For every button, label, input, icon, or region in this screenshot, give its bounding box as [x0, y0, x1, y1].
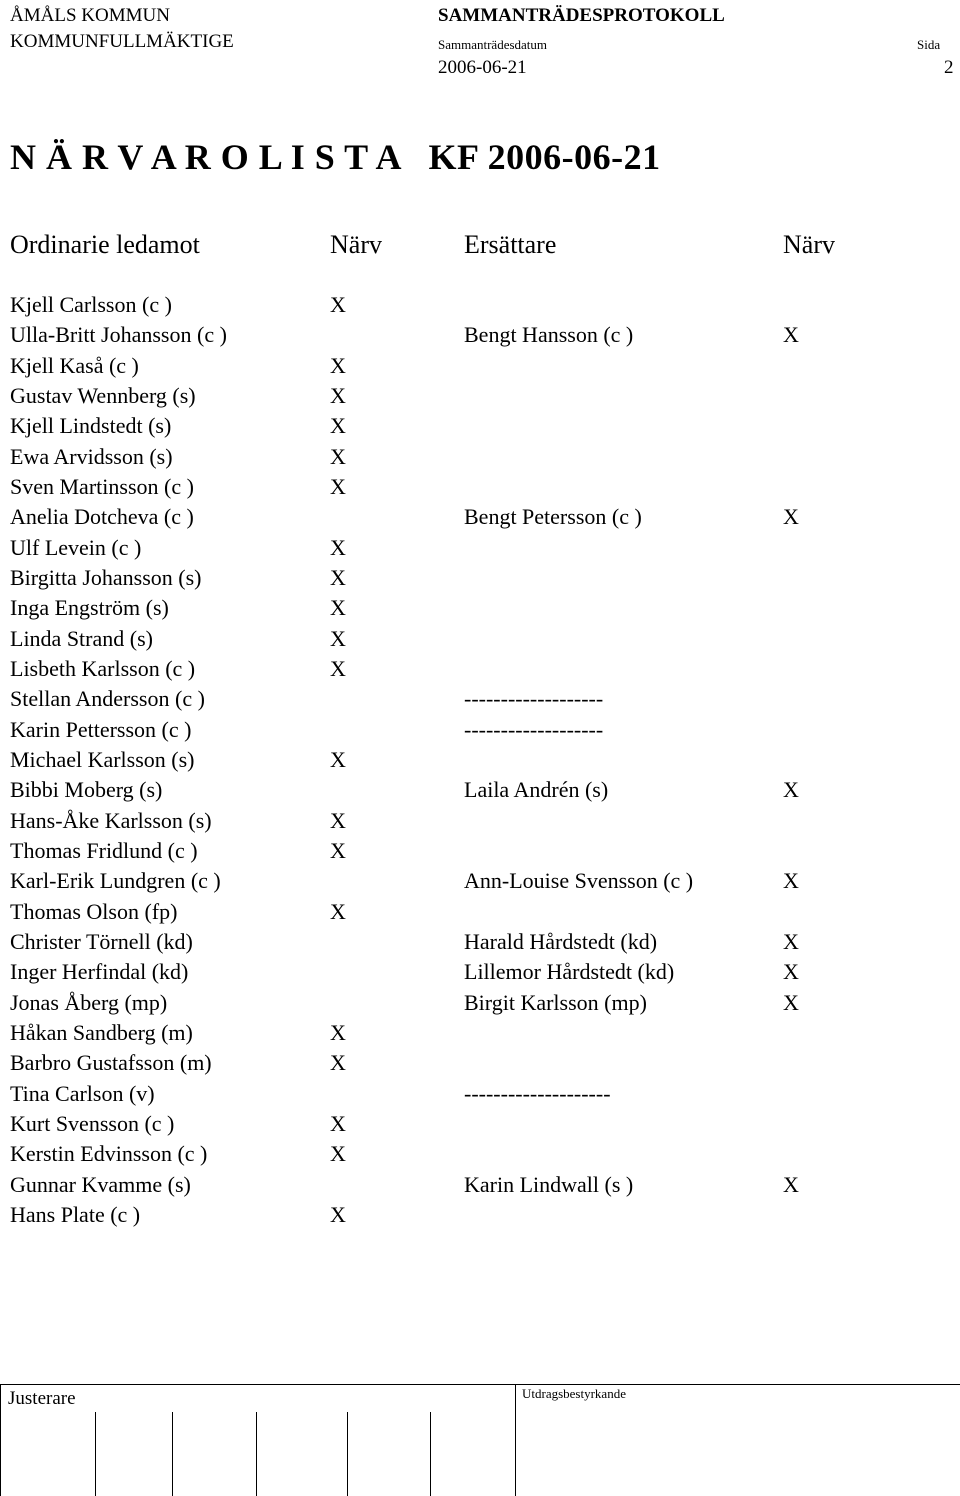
member-name: Kjell Lindstedt (s)	[10, 413, 172, 438]
member-name: Thomas Fridlund (c )	[10, 838, 198, 863]
table-row	[0, 1170, 960, 1200]
table-row	[0, 988, 960, 1018]
member-present-mark: X	[330, 383, 346, 408]
member-name: Michael Karlsson (s)	[10, 747, 195, 772]
table-row	[0, 806, 960, 836]
member-present-mark: X	[330, 1111, 346, 1136]
member-present-mark: X	[330, 565, 346, 590]
table-row	[0, 1079, 960, 1109]
table-row	[0, 442, 960, 472]
table-row	[0, 1109, 960, 1139]
substitute-name: -------------------	[464, 686, 604, 711]
committee-name: KOMMUNFULLMÄKTIGE	[10, 31, 234, 52]
substitute-present-mark: X	[783, 868, 799, 893]
table-row	[0, 866, 960, 896]
member-name: Kjell Carlsson (c )	[10, 292, 172, 317]
footer-top-rule	[0, 1384, 960, 1385]
table-row	[0, 624, 960, 654]
substitute-name: Birgit Karlsson (mp)	[464, 990, 647, 1015]
member-present-mark: X	[330, 838, 346, 863]
table-row	[0, 320, 960, 350]
member-present-mark: X	[330, 808, 346, 833]
substitute-present-mark: X	[783, 959, 799, 984]
table-row	[0, 411, 960, 441]
table-row	[0, 836, 960, 866]
member-present-mark: X	[330, 292, 346, 317]
substitute-present-mark: X	[783, 929, 799, 954]
member-name: Hans Plate (c )	[10, 1202, 141, 1227]
substitute-name: -------------------	[464, 717, 604, 742]
member-name: Anelia Dotcheva (c )	[10, 504, 194, 529]
member-name: Birgitta Johansson (s)	[10, 565, 202, 590]
column-header-member: Ordinarie ledamot	[10, 230, 200, 259]
member-present-mark: X	[330, 1141, 346, 1166]
substitute-name: Lillemor Hårdstedt (kd)	[464, 959, 675, 984]
member-name: Lisbeth Karlsson (c )	[10, 656, 196, 681]
table-row	[0, 563, 960, 593]
member-name: Håkan Sandberg (m)	[10, 1020, 193, 1045]
member-name: Jonas Åberg (mp)	[10, 990, 168, 1015]
member-present-mark: X	[330, 1202, 346, 1227]
table-row	[0, 1018, 960, 1048]
substitute-name: Ann-Louise Svensson (c )	[464, 868, 694, 893]
footer-divider	[95, 1412, 96, 1496]
table-row	[0, 715, 960, 745]
footer-adjusters-label: Justerare	[8, 1388, 76, 1409]
member-name: Linda Strand (s)	[10, 626, 153, 651]
table-row	[0, 533, 960, 563]
footer	[0, 1384, 960, 1496]
member-present-mark: X	[330, 595, 346, 620]
member-name: Ulf Levein (c )	[10, 535, 142, 560]
substitute-present-mark: X	[783, 990, 799, 1015]
member-name: Karin Pettersson (c )	[10, 717, 192, 742]
member-present-mark: X	[330, 535, 346, 560]
municipality-name: ÅMÅLS KOMMUN	[10, 5, 170, 26]
member-name: Bibbi Moberg (s)	[10, 777, 163, 802]
footer-divider	[256, 1412, 257, 1496]
member-present-mark: X	[330, 353, 346, 378]
page-title: N Ä R V A R O L I S T A KF 2006-06-21	[10, 137, 661, 177]
table-row	[0, 775, 960, 805]
member-name: Karl-Erik Lundgren (c )	[10, 868, 221, 893]
footer-divider	[172, 1412, 173, 1496]
meeting-date: 2006-06-21	[438, 57, 527, 78]
substitute-name: Bengt Petersson (c )	[464, 504, 642, 529]
page-number: 2	[944, 57, 954, 78]
substitute-present-mark: X	[783, 1172, 799, 1197]
member-name: Stellan Andersson (c )	[10, 686, 205, 711]
table-row	[0, 1200, 960, 1230]
member-name: Tina Carlson (v)	[10, 1081, 155, 1106]
member-name: Kjell Kaså (c )	[10, 353, 139, 378]
member-name: Ewa Arvidsson (s)	[10, 444, 173, 469]
table-row	[0, 1048, 960, 1078]
member-present-mark: X	[330, 1020, 346, 1045]
page-label: Sida	[917, 37, 941, 52]
footer-divider	[430, 1412, 431, 1496]
table-row	[0, 290, 960, 320]
column-header-present: Närv	[330, 230, 382, 259]
table-row	[0, 745, 960, 775]
table-row	[0, 897, 960, 927]
member-name: Gunnar Kvamme (s)	[10, 1172, 191, 1197]
member-name: Barbro Gustafsson (m)	[10, 1050, 212, 1075]
member-name: Inga Engström (s)	[10, 595, 169, 620]
table-row	[0, 593, 960, 623]
substitute-name: Karin Lindwall (s )	[464, 1172, 634, 1197]
substitute-name: Harald Hårdstedt (kd)	[464, 929, 658, 954]
substitute-present-mark: X	[783, 322, 799, 347]
column-header-substitute: Ersättare	[464, 230, 557, 259]
member-present-mark: X	[330, 899, 346, 924]
member-name: Sven Martinsson (c )	[10, 474, 194, 499]
member-present-mark: X	[330, 413, 346, 438]
table-row	[0, 654, 960, 684]
substitute-name: Laila Andrén (s)	[464, 777, 609, 802]
table-row	[0, 684, 960, 714]
member-name: Kurt Svensson (c )	[10, 1111, 175, 1136]
footer-certified-label: Utdragsbestyrkande	[522, 1386, 626, 1401]
table-row	[0, 381, 960, 411]
document-type: SAMMANTRÄDESPROTOKOLL	[438, 5, 725, 26]
table-row	[0, 957, 960, 987]
column-header-present-substitute: Närv	[783, 230, 835, 259]
member-name: Ulla-Britt Johansson (c )	[10, 322, 227, 347]
footer-divider	[347, 1412, 348, 1496]
table-row	[0, 1139, 960, 1169]
substitute-name: --------------------	[464, 1081, 611, 1106]
member-name: Inger Herfindal (kd)	[10, 959, 189, 984]
table-row	[0, 351, 960, 381]
footer-divider	[515, 1384, 516, 1496]
footer-divider	[0, 1384, 1, 1496]
substitute-present-mark: X	[783, 777, 799, 802]
member-present-mark: X	[330, 444, 346, 469]
table-row	[0, 502, 960, 532]
member-present-mark: X	[330, 1050, 346, 1075]
member-name: Hans-Åke Karlsson (s)	[10, 808, 212, 833]
substitute-name: Bengt Hansson (c )	[464, 322, 634, 347]
member-name: Christer Törnell (kd)	[10, 929, 193, 954]
table-row	[0, 472, 960, 502]
member-name: Gustav Wennberg (s)	[10, 383, 196, 408]
member-name: Thomas Olson (fp)	[10, 899, 178, 924]
member-present-mark: X	[330, 656, 346, 681]
member-present-mark: X	[330, 747, 346, 772]
member-present-mark: X	[330, 626, 346, 651]
member-name: Kerstin Edvinsson (c )	[10, 1141, 208, 1166]
substitute-present-mark: X	[783, 504, 799, 529]
member-present-mark: X	[330, 474, 346, 499]
date-label: Sammanträdesdatum	[438, 37, 548, 52]
table-row	[0, 927, 960, 957]
